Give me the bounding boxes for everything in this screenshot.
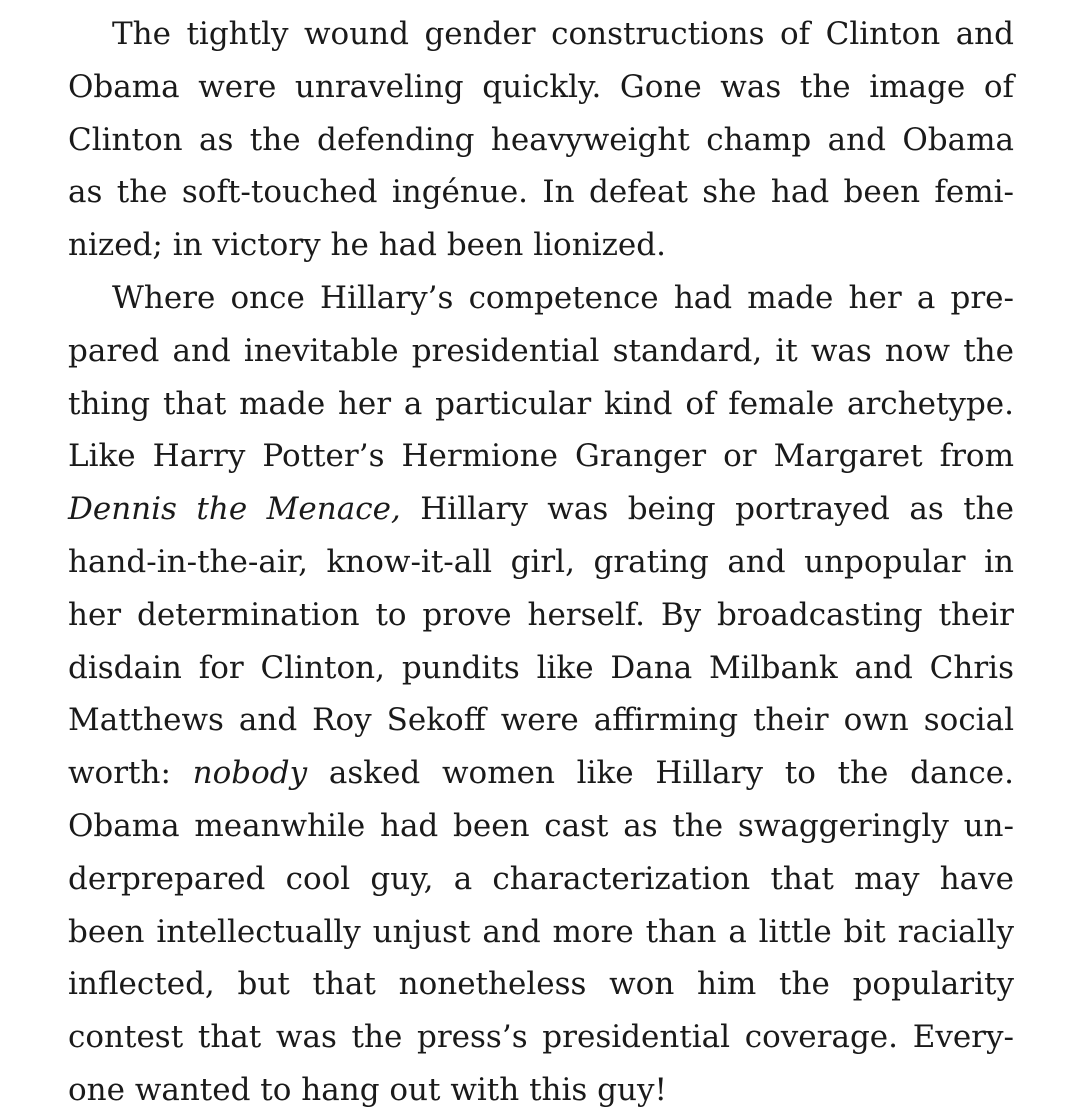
text-line [68, 958, 1014, 1011]
text-run: Obama were unraveling quickly. Gone was the image of [68, 68, 1014, 105]
text-run: asked women like Hillary to the dance. [307, 755, 1014, 792]
text-line [68, 166, 1014, 219]
book-page-text [68, 8, 1014, 1117]
text-run: Clinton as the defending heavyweight champ and Obama [68, 121, 1014, 158]
text-line [68, 747, 1014, 800]
text-run: The tightly wound gender constructions of Clinton and [112, 16, 1014, 52]
paragraph [68, 272, 1014, 1117]
text-line [68, 589, 1014, 642]
text-run: Matthews and Roy Sekoff were affirming their own social [68, 702, 1014, 739]
text-line [68, 430, 1014, 483]
text-run: Like Harry Potter’s Hermione Granger or Margaret from [68, 438, 1014, 475]
text-run: contest that was the press’s presidential coverage. Every- [68, 1019, 1014, 1056]
text-run: Where once Hillary’s competence had made her a pre- [112, 279, 1014, 316]
text-line [68, 114, 1014, 167]
text-line [68, 642, 1014, 695]
text-run: as the soft-touched ingénue. In defeat she had been femi- [68, 174, 1014, 211]
text-run: thing that made her a particular kind of female archetype. [68, 385, 1014, 422]
italic-text-run: Dennis the Menace, [68, 491, 401, 528]
text-run: pared and inevitable presidential standard, it was now the [68, 332, 1014, 369]
text-run: Hillary was being portrayed as the [400, 491, 1014, 528]
text-line [68, 906, 1014, 959]
text-line [68, 61, 1014, 114]
text-line [68, 378, 1014, 431]
text-line [68, 694, 1014, 747]
text-run: inflected, but that nonetheless won him the popularity [68, 966, 1014, 1003]
text-line [68, 272, 1014, 325]
text-run: her determination to prove herself. By broadcasting their [68, 596, 1014, 633]
text-line [68, 483, 1014, 536]
paragraph [68, 8, 1014, 272]
text-run: derprepared cool guy, a characterization that may have [68, 860, 1014, 897]
text-line [68, 325, 1014, 378]
text-run: disdain for Clinton, pundits like Dana Milbank and Chris [68, 649, 1014, 686]
text-line [68, 800, 1014, 853]
text-run: one wanted to hang out with this guy! [68, 1071, 667, 1108]
text-line [68, 8, 1014, 61]
text-line [68, 1064, 1014, 1117]
text-run: Obama meanwhile had been cast as the swaggeringly un- [68, 807, 1014, 844]
text-line [68, 1011, 1014, 1064]
text-line [68, 219, 1014, 272]
text-run: been intellectually unjust and more than a little bit racially [68, 913, 1014, 950]
text-run: nized; in victory he had been lionized. [68, 227, 666, 264]
text-run: worth: [68, 755, 193, 792]
text-run: hand-in-the-air, know-it-all girl, grating and unpopular in [68, 543, 1014, 580]
text-line [68, 536, 1014, 589]
text-line [68, 853, 1014, 906]
italic-text-run: nobody [192, 755, 308, 792]
